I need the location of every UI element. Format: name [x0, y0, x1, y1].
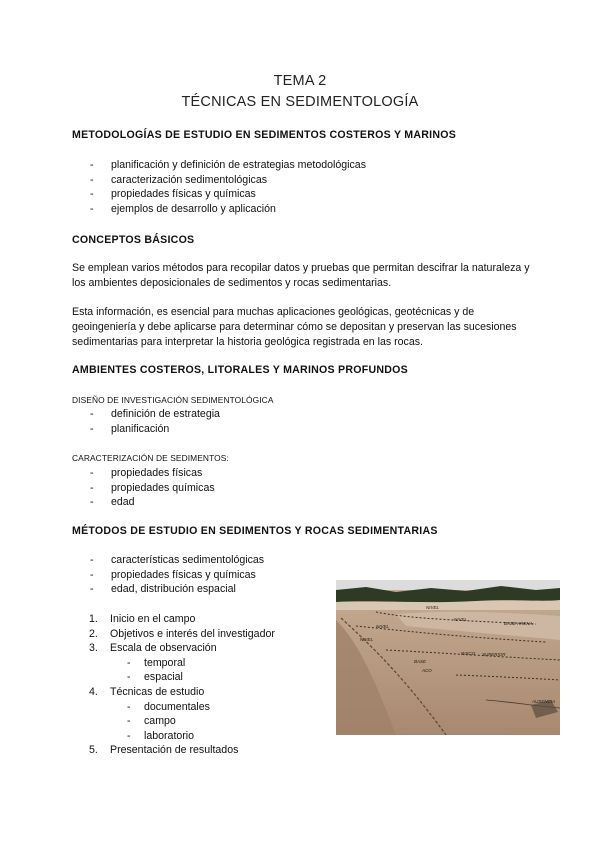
- section-heading-conceptos: CONCEPTOS BÁSICOS: [72, 234, 195, 246]
- list-item: - edad: [90, 496, 135, 509]
- page-title: TEMA 2: [273, 73, 327, 89]
- sub-step-item: - campo: [127, 715, 176, 728]
- step-item: 4. Técnicas de estudio: [89, 685, 205, 698]
- subsection-label-diseno: DISEÑO DE INVESTIGACIÓN SEDIMENTOLÓGICA: [72, 395, 274, 405]
- photo-label: NIVEL: [454, 617, 468, 622]
- diseno-list: [90, 407, 220, 436]
- sub-step-item: - laboratorio: [127, 729, 195, 742]
- photo-label: NIVEL: [376, 624, 390, 629]
- sub-step-item: - espacial: [127, 671, 183, 684]
- list-item: - características sedimentológicas: [90, 554, 265, 566]
- list-item: - propiedades químicas: [90, 481, 215, 494]
- section-heading-metodologias: METODOLOGÍAS DE ESTUDIO EN SEDIMENTOS COSTEROS Y MARINOS: [72, 129, 457, 141]
- photo-label: NIVEL: [360, 637, 374, 642]
- list-item: - edad, distribución espacial: [90, 583, 236, 596]
- paragraph-intro: Se emplean varios métodos para recopilar datos y pruebas que permitan descifrar la naturaleza y los ambientes deposicionales de sedimentos y rocas sedimentarias.: [72, 262, 530, 289]
- section-heading-metodos: MÉTODOS DE ESTUDIO EN SEDIMENTOS Y ROCAS SEDIMENTARIAS: [72, 525, 438, 537]
- step-item: 1. Inicio en el campo: [89, 613, 196, 625]
- subsection-label-caracterizacion: CARACTERIZACIÓN DE SEDIMENTOS:: [72, 453, 229, 463]
- photo-label: BASE ARENA: [504, 621, 533, 626]
- steps-list: [89, 612, 275, 758]
- page-subtitle: TÉCNICAS EN SEDIMENTOLOGÍA: [181, 94, 419, 110]
- list-item: - caracterización sedimentológicas: [90, 173, 268, 186]
- step-item: 3. Escala de observación: [89, 642, 217, 655]
- photo-label: RISCO: [461, 651, 476, 656]
- photo-label: SUPERIOR: [482, 652, 506, 657]
- list-item: - definición de estrategia: [90, 408, 220, 420]
- section-heading-ambientes: AMBIENTES COSTEROS, LITORALES Y MARINOS PROFUNDOS: [72, 364, 408, 376]
- step-item: 5. Presentación de resultados: [89, 744, 239, 757]
- paragraph-info: Esta información, es esencial para muchas aplicaciones geológicas, geotécnicas y de geoingeniería y debe aplicarse para determinar cómo se depositan y preservan las sucesiones sedimentarias para interpretar la historia geológica registrada en las rocas.: [72, 306, 517, 348]
- list-item: - planificación y definición de estrategias metodológicas: [90, 159, 366, 171]
- list-item: - propiedades físicas y químicas: [90, 188, 256, 201]
- photo-label: NIVEL: [426, 605, 440, 610]
- photo-label: ACO: [422, 668, 432, 673]
- metodos-list: [90, 553, 264, 597]
- list-item: - planificación: [90, 422, 170, 435]
- sub-step-item: - documentales: [127, 700, 210, 713]
- list-item: - propiedades físicas: [90, 467, 203, 479]
- sub-step-item: - temporal: [127, 656, 186, 669]
- list-item: - ejemplos de desarrollo y aplicación: [90, 202, 276, 215]
- annotated-beach-photo: [336, 580, 560, 735]
- photo-label: AUSENCIA: [532, 699, 556, 704]
- caracterizacion-list: [90, 466, 215, 510]
- step-item: 2. Objetivos e interés del investigador: [89, 627, 275, 640]
- metodologias-list: [90, 158, 366, 216]
- photo-label: BASE: [414, 659, 427, 664]
- list-item: - propiedades físicas y químicas: [90, 568, 256, 581]
